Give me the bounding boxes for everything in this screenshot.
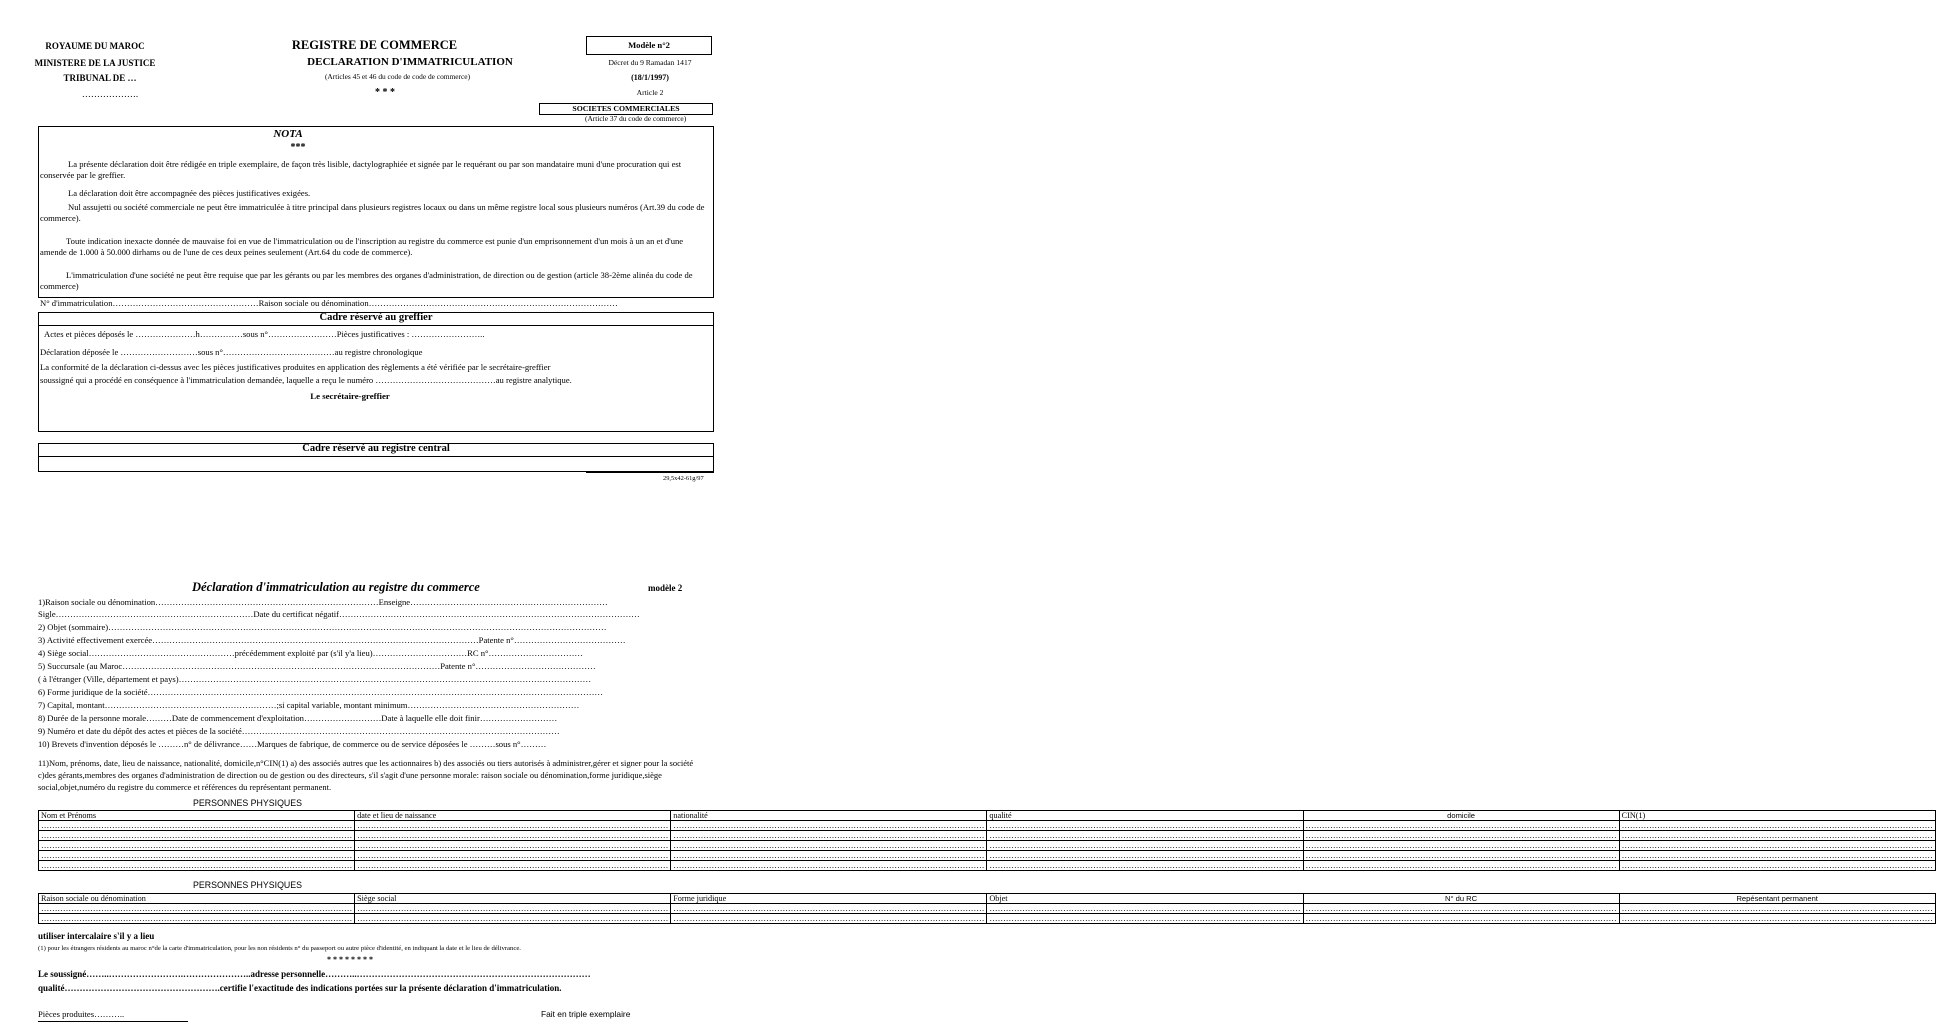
table-cell[interactable]: ……………………………………………………………………………………………………: [987, 821, 1303, 831]
decl-line-10[interactable]: 10) Brevets d'invention déposés le ………n° de délivrance……Marques de fabrique, de commerce ou de service déposées le ………sous n°………: [38, 739, 547, 749]
col-domicile: domicile: [1303, 811, 1619, 821]
decl-paragraph-11: 11)Nom, prénoms, date, lieu de naissance, nationalité, domicile,n°CIN(1) a) des associés autres que les actionnaires b) des associés ou tiers autorisés à administrer,gérer et signer pour la société c)des gérants,membres des organes d'administration de direction ou de gestion ou des directeurs, s'il s'agit d'une personne morale: raison sociale ou dénomination,forme juridique,siège social,objet,numéro du registre du commerce et références du représentant permanent.: [38, 758, 694, 792]
greffier-title: Cadre réservé au greffier: [319, 312, 433, 323]
header-kingdom: ROYAUME DU MAROC: [45, 41, 145, 51]
table-cell[interactable]: ……………………………………………………………………………………………………: [355, 831, 671, 841]
table-cell[interactable]: ……………………………………………………………………………………………………: [39, 831, 355, 841]
table-cell[interactable]: ……………………………………………………………………………………………………: [1303, 851, 1619, 861]
table-row[interactable]: [39, 851, 1936, 861]
header-dots: ……………….: [81, 89, 139, 99]
article2-text: Article 2: [636, 88, 664, 97]
table-cell[interactable]: ……………………………………………………………………………………………………: [987, 851, 1303, 861]
greffier-line-conformite: La conformité de la déclaration ci-dessus avec les pièces justificatives produites en application des règlements a été vérifiée par le secrétaire-greffier: [40, 362, 551, 372]
header-tribunal: TRIBUNAL DE …: [63, 73, 137, 83]
societes-box: SOCIETES COMMERCIALES: [539, 103, 713, 115]
pm-table-caption: PERSONNES PHYSIQUES: [193, 880, 303, 890]
table-cell[interactable]: ……………………………………………………………………………………………………: [671, 861, 987, 871]
greffier-line-actes: Actes et pièces déposés le …………………h……………sous n°……………………Pièces justificatives : ……………………..: [44, 329, 485, 339]
col-representant: Repésentant permanent: [1619, 894, 1935, 904]
central-title: Cadre réservé au registre central: [302, 443, 450, 454]
table-cell[interactable]: ……………………………………………………………………………………………………: [987, 914, 1303, 924]
table-cell[interactable]: ……………………………………………………………………………………………………: [39, 851, 355, 861]
intercalaire-note: utiliser intercalaire s'il y a lieu: [38, 931, 155, 941]
personnes-morales-table: [38, 893, 1936, 924]
table-row[interactable]: [39, 904, 1936, 914]
form-reference: 29,5x42-61g/97: [663, 475, 704, 482]
central-title-rule: [38, 456, 714, 457]
qualite-line[interactable]: qualité…………………………………………….certifie l'exactitude des indications portées sur la présente déclaration d'immatriculation.: [38, 983, 562, 993]
nota-paragraph-2: La déclaration doit être accompagnée des pièces justificatives exigées.: [68, 188, 311, 198]
table-row[interactable]: [39, 841, 1936, 851]
table-cell[interactable]: ……………………………………………………………………………………………………: [1619, 914, 1935, 924]
col-siege-social: Siège social: [355, 894, 671, 904]
table-cell[interactable]: ……………………………………………………………………………………………………: [1303, 904, 1619, 914]
triple-exemplaire: Fait en triple exemplaire: [541, 1009, 631, 1019]
greffier-line-soussigne: soussigné qui a procédé en conséquence à l'immatriculation demandée, laquelle a reçu le numéro ……………………………………au registre analytique.: [40, 375, 572, 385]
soussigne-line[interactable]: Le soussigné……..…………………….…………………..adresse personnelle………..……………………………………………………………………: [38, 969, 591, 979]
col-nom-prenoms: Nom et Prénoms: [39, 811, 355, 821]
decl-line-5[interactable]: 5) Succursale (au Maroc…………………………………………………………………………………………………Patente n°……………………………………: [38, 661, 596, 671]
col-numero-rc: N° du RC: [1303, 894, 1619, 904]
central-bottom-rule: [586, 472, 714, 473]
table-cell[interactable]: ……………………………………………………………………………………………………: [1619, 861, 1935, 871]
table-cell[interactable]: ……………………………………………………………………………………………………: [671, 831, 987, 841]
table-header-row: [39, 811, 1936, 821]
declaration-modele: modèle 2: [648, 583, 683, 593]
nota-paragraph-5: L'immatriculation d'une société ne peut être requise que par les gérants ou par les membres des organes d'administration, de direction ou de gestion (article 38-2ème alinéa du code de commerce): [40, 270, 693, 291]
col-qualite: qualité: [987, 811, 1303, 821]
table-cell[interactable]: ……………………………………………………………………………………………………: [1303, 861, 1619, 871]
decl-line-7[interactable]: 7) Capital, montant……………………………………………………;si capital variable, montant minimum……………………………………………………: [38, 700, 580, 710]
table-cell[interactable]: ……………………………………………………………………………………………………: [355, 904, 671, 914]
pieces-underline: [38, 1021, 188, 1022]
table-cell[interactable]: ……………………………………………………………………………………………………: [671, 821, 987, 831]
table-cell[interactable]: ……………………………………………………………………………………………………: [39, 841, 355, 851]
articles-note: (Articles 45 et 46 du code de code de commerce): [324, 72, 471, 81]
table-cell[interactable]: ……………………………………………………………………………………………………: [1619, 821, 1935, 831]
decl-line-8[interactable]: 8) Durée de la personne morale………Date de commencement d'exploitation………………………Date à laquelle elle doit finir………………………: [38, 713, 558, 723]
table-cell[interactable]: ……………………………………………………………………………………………………: [671, 851, 987, 861]
immatriculation-line[interactable]: N° d'immatriculation……………………………………………Raison sociale ou dénomination……………………………………………………………………………: [40, 298, 618, 308]
table-cell[interactable]: ……………………………………………………………………………………………………: [1619, 904, 1935, 914]
header-ministry: MINISTERE DE LA JUSTICE: [34, 58, 156, 68]
table-cell[interactable]: ……………………………………………………………………………………………………: [671, 904, 987, 914]
table-cell[interactable]: ……………………………………………………………………………………………………: [987, 861, 1303, 871]
table-cell[interactable]: ……………………………………………………………………………………………………: [987, 841, 1303, 851]
page-title: REGISTRE DE COMMERCE: [291, 38, 458, 52]
decl-line-1[interactable]: 1)Raison sociale ou dénomination……………………………………………………………………Enseigne……………………………………………………………: [38, 597, 608, 607]
table-cell[interactable]: ……………………………………………………………………………………………………: [355, 821, 671, 831]
decret-text: Décret du 9 Ramadan 1417: [608, 58, 692, 67]
personnes-physiques-table: [38, 810, 1936, 871]
pp-table-caption: PERSONNES PHYSIQUES: [193, 798, 303, 808]
table-row[interactable]: [39, 914, 1936, 924]
col-nationalite: nationalité: [671, 811, 987, 821]
table-cell[interactable]: ……………………………………………………………………………………………………: [987, 904, 1303, 914]
decl-line-3[interactable]: 3) Activité effectivement exercée……………………………………………………………………………………………………Patente n°…………………………………: [38, 635, 626, 645]
header-stars: * * *: [375, 87, 395, 98]
table-cell[interactable]: ……………………………………………………………………………………………………: [1303, 841, 1619, 851]
nota-title: NOTA: [273, 128, 303, 140]
table-cell[interactable]: ……………………………………………………………………………………………………: [39, 914, 355, 924]
table-cell[interactable]: ……………………………………………………………………………………………………: [987, 831, 1303, 841]
col-forme-juridique: Forme juridique: [671, 894, 987, 904]
table-cell[interactable]: ……………………………………………………………………………………………………: [1619, 851, 1935, 861]
decl-line-9[interactable]: 9) Numéro et date du dépôt des actes et pièces de la société…………………………………………………………………………………………………: [38, 726, 560, 736]
table-row[interactable]: [39, 861, 1936, 871]
footer-stars: * * * * * * * *: [327, 955, 373, 964]
table-header-row: [39, 894, 1936, 904]
table-cell[interactable]: ……………………………………………………………………………………………………: [1619, 831, 1935, 841]
col-cin: CIN(1): [1619, 811, 1935, 821]
footnote-etrangers: (1) pour les étrangers résidents au maroc n°de la carte d'immatriculation, pour les non résidents n° du passeport ou autre pièce d'identité, en indiquant la date et le lieu de délivrance.: [38, 945, 521, 952]
table-cell[interactable]: ……………………………………………………………………………………………………: [1619, 841, 1935, 851]
nota-paragraph-1: La présente déclaration doit être rédigée en triple exemplaire, de façon très lisible, dactylographiée et signée par le requérant ou par son mandataire muni d'une procuration qui est conservée par le greffier.: [40, 159, 682, 180]
table-row[interactable]: [39, 831, 1936, 841]
decl-line-6[interactable]: 6) Forme juridique de la société……………………………………………………………………………………………………………………………………………: [38, 687, 604, 697]
table-cell[interactable]: ……………………………………………………………………………………………………: [671, 841, 987, 851]
greffier-line-declaration: Déclaration déposée le ………………………sous n°…………………………………au registre chronologique: [40, 347, 423, 357]
decl-line-2[interactable]: 2) Objet (sommaire)…………………………………………………………………………………………………………………………………………………………: [38, 622, 607, 632]
declaration-title: Déclaration d'immatriculation au registre du commerce: [192, 580, 480, 594]
greffier-signature: Le secrétaire-greffier: [310, 391, 390, 401]
table-cell[interactable]: ……………………………………………………………………………………………………: [39, 821, 355, 831]
article37-text: (Article 37 du code de commerce): [585, 114, 687, 123]
table-row[interactable]: [39, 821, 1936, 831]
decl-line-4[interactable]: 4) Siège social……………………………………………précédemment exploité par (s'il y'a lieu)……………………………RC n°……………………………: [38, 648, 584, 658]
page-subtitle: DECLARATION D'IMMATRICULATION: [307, 56, 513, 68]
decret-date: (18/1/1997): [631, 73, 669, 82]
col-date-lieu: date et lieu de naissance: [355, 811, 671, 821]
nota-stars: ***: [290, 142, 306, 153]
table-cell[interactable]: ……………………………………………………………………………………………………: [39, 861, 355, 871]
modele-box: Modèle n°2: [586, 36, 712, 55]
table-cell[interactable]: ……………………………………………………………………………………………………: [671, 914, 987, 924]
nota-paragraph-3: Nul assujetti ou société commerciale ne peut être immatriculée à titre principal dans plusieurs registres locaux ou dans un même registre local sous plusieurs numéros (Art.39 du code de commerce).: [40, 202, 705, 223]
table-cell[interactable]: ……………………………………………………………………………………………………: [355, 851, 671, 861]
table-cell[interactable]: ……………………………………………………………………………………………………: [355, 861, 671, 871]
greffier-title-rule: [38, 325, 714, 326]
decl-line-sigle[interactable]: Sigle……………………………………………………………Date du certificat négatif……………………………………………………………………………………………: [38, 609, 640, 619]
col-raison-sociale: Raison sociale ou dénomination: [39, 894, 355, 904]
table-cell[interactable]: ……………………………………………………………………………………………………: [1303, 821, 1619, 831]
table-cell[interactable]: ……………………………………………………………………………………………………: [39, 904, 355, 914]
table-cell[interactable]: ……………………………………………………………………………………………………: [1303, 831, 1619, 841]
table-cell[interactable]: ……………………………………………………………………………………………………: [355, 841, 671, 851]
table-cell[interactable]: ……………………………………………………………………………………………………: [355, 914, 671, 924]
pieces-produites[interactable]: Pièces produites………..: [38, 1009, 125, 1019]
col-objet: Objet: [987, 894, 1303, 904]
nota-paragraph-4: Toute indication inexacte donnée de mauvaise foi en vue de l'immatriculation ou de l'inscription au registre du commerce est punie d'un emprisonnement d'un mois à un an et d'une amende de 1.000 à 50.000 dirhams ou de l'une de ces deux peines seulement (Art.64 du code de commerce).: [40, 236, 684, 257]
decl-line-5b[interactable]: ( à l'étranger (Ville, département et pays)………………………………………………………………………………………………………………………………: [38, 674, 592, 684]
table-cell[interactable]: ……………………………………………………………………………………………………: [1303, 914, 1619, 924]
